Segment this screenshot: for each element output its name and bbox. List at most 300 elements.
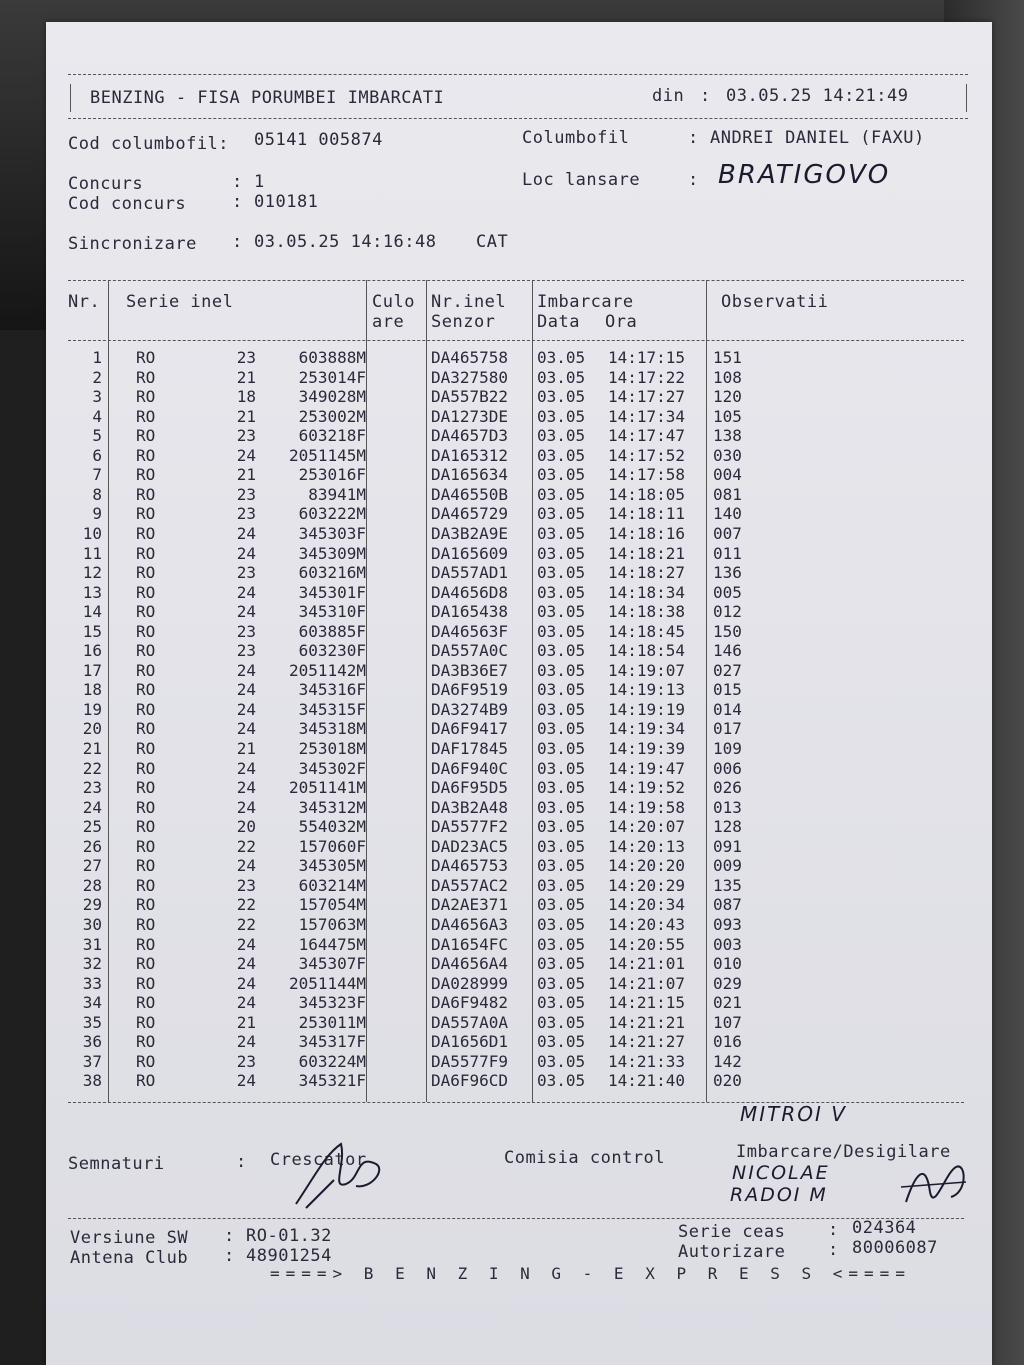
- row-sensor: DA465729: [431, 504, 509, 524]
- row-observation: 093: [713, 914, 742, 934]
- row-year: 24: [236, 680, 256, 700]
- row-number: 25: [82, 817, 102, 837]
- row-number: 8: [92, 484, 102, 504]
- row-date: 03.05: [537, 954, 586, 974]
- row-time: 14:19:34: [608, 719, 686, 739]
- row-time: 14:19:47: [608, 758, 686, 778]
- table-row: [46, 602, 992, 622]
- sincronizare-zone: CAT: [476, 232, 509, 252]
- table-row: [46, 876, 992, 896]
- row-date: 03.05: [537, 973, 586, 993]
- cod-concurs-colon: :: [232, 192, 243, 212]
- row-ring-series: 603222M: [298, 504, 366, 524]
- row-year: 24: [236, 934, 256, 954]
- row-sensor: DA4657D3: [431, 426, 509, 446]
- semnaturi-label: Semnaturi: [68, 1154, 165, 1174]
- row-sensor: DA557A0A: [431, 1012, 509, 1032]
- row-observation: 150: [713, 621, 742, 641]
- row-date: 03.05: [537, 484, 586, 504]
- row-date: 03.05: [537, 504, 586, 524]
- row-number: 33: [82, 973, 102, 993]
- row-observation: 014: [713, 699, 742, 719]
- row-country: RO: [136, 406, 156, 426]
- row-number: 36: [82, 1032, 102, 1052]
- table-row: [46, 895, 992, 915]
- row-ring-series: 157054M: [298, 895, 366, 915]
- row-number: 23: [82, 778, 102, 798]
- row-sensor: DA6F9519: [431, 680, 509, 700]
- row-observation: 010: [713, 954, 742, 974]
- row-ring-series: 345309M: [298, 543, 366, 563]
- row-country: RO: [136, 993, 156, 1013]
- row-sensor: DA1273DE: [431, 406, 509, 426]
- row-ring-series: 603214M: [298, 875, 366, 895]
- table-row: [46, 915, 992, 935]
- row-observation: 120: [713, 387, 742, 407]
- row-sensor: DA165634: [431, 465, 509, 485]
- row-year: 21: [236, 1012, 256, 1032]
- row-date: 03.05: [537, 1012, 586, 1032]
- row-number: 22: [82, 758, 102, 778]
- row-year: 24: [236, 993, 256, 1013]
- table-row: [46, 817, 992, 837]
- serie-ceas-label: Serie ceas: [678, 1222, 786, 1242]
- cod-columbofil-value: 05141 005874: [254, 130, 383, 150]
- row-country: RO: [136, 484, 156, 504]
- row-time: 14:20:20: [608, 856, 686, 876]
- table-row: [46, 661, 992, 681]
- table-row: [46, 798, 992, 818]
- row-country: RO: [136, 817, 156, 837]
- row-country: RO: [136, 719, 156, 739]
- row-observation: 151: [713, 348, 742, 367]
- row-time: 14:19:13: [608, 680, 686, 700]
- sincronizare-value: 03.05.25 14:16:48: [254, 232, 437, 252]
- row-sensor: DA6F9482: [431, 993, 509, 1013]
- row-time: 14:17:27: [608, 387, 686, 407]
- row-sensor: DA1656D1: [431, 1032, 509, 1052]
- row-date: 03.05: [537, 817, 586, 837]
- row-country: RO: [136, 523, 156, 543]
- cod-concurs-label: Cod concurs: [68, 194, 187, 214]
- row-sensor: DAF17845: [431, 739, 509, 758]
- row-number: 38: [82, 1071, 102, 1091]
- table-row: [46, 485, 992, 505]
- row-time: 14:20:13: [608, 836, 686, 856]
- row-number: 10: [82, 523, 102, 543]
- row-country: RO: [136, 602, 156, 622]
- row-ring-series: 345302F: [298, 758, 366, 778]
- row-date: 03.05: [537, 348, 586, 367]
- row-number: 11: [82, 543, 102, 563]
- row-date: 03.05: [537, 856, 586, 876]
- row-sensor: DA3274B9: [431, 699, 509, 719]
- row-date: 03.05: [537, 563, 586, 583]
- row-sensor: DA165609: [431, 543, 509, 563]
- row-date: 03.05: [537, 543, 586, 563]
- concurs-colon: :: [232, 172, 243, 192]
- row-date: 03.05: [537, 465, 586, 485]
- row-ring-series: 345323F: [298, 993, 366, 1013]
- row-year: 24: [236, 954, 256, 974]
- row-date: 03.05: [537, 445, 586, 465]
- row-ring-series: 345310F: [298, 602, 366, 622]
- row-ring-series: 603888M: [298, 348, 366, 367]
- date-label: din: [652, 86, 685, 106]
- row-country: RO: [136, 739, 156, 758]
- row-number: 5: [92, 426, 102, 446]
- row-number: 4: [92, 406, 102, 426]
- row-observation: 017: [713, 719, 742, 739]
- row-sensor: DA5577F2: [431, 817, 509, 837]
- row-ring-series: 345315F: [298, 699, 366, 719]
- sincronizare-label: Sincronizare: [68, 234, 197, 254]
- row-country: RO: [136, 445, 156, 465]
- row-number: 14: [82, 602, 102, 622]
- row-number: 26: [82, 836, 102, 856]
- imbarcare-desigilare-label: Imbarcare/Desigilare: [736, 1142, 951, 1162]
- row-ring-series: 2051142M: [288, 660, 366, 680]
- row-sensor: DA3B2A9E: [431, 523, 509, 543]
- row-number: 7: [92, 465, 102, 485]
- row-date: 03.05: [537, 367, 586, 387]
- table-row: [46, 719, 992, 739]
- col-header-culoare-1: Culo: [372, 292, 415, 312]
- table-row: [46, 426, 992, 446]
- col-header-data: Data: [537, 312, 580, 332]
- table-row: [46, 856, 992, 876]
- row-date: 03.05: [537, 660, 586, 680]
- row-ring-series: 253011M: [298, 1012, 366, 1032]
- row-date: 03.05: [537, 1071, 586, 1091]
- table-row: [46, 563, 992, 583]
- row-year: 24: [236, 699, 256, 719]
- row-date: 03.05: [537, 934, 586, 954]
- row-year: 24: [236, 660, 256, 680]
- row-year: 21: [236, 367, 256, 387]
- row-ring-series: 603216M: [298, 563, 366, 583]
- row-time: 14:21:33: [608, 1051, 686, 1071]
- row-country: RO: [136, 895, 156, 915]
- row-number: 3: [92, 387, 102, 407]
- table-row: [46, 974, 992, 994]
- cod-columbofil-label: Cod columbofil:: [68, 134, 230, 154]
- row-time: 14:21:01: [608, 954, 686, 974]
- table-top-rule: [68, 280, 964, 281]
- col-header-serie-inel: Serie inel: [126, 292, 234, 312]
- autorizare-label: Autorizare: [678, 1242, 786, 1262]
- row-ring-series: 349028M: [298, 387, 366, 407]
- antena-value: 48901254: [246, 1246, 332, 1266]
- col-header-imbarcare: Imbarcare: [537, 292, 634, 312]
- row-year: 24: [236, 856, 256, 876]
- row-ring-series: 253002M: [298, 406, 366, 426]
- row-time: 14:18:54: [608, 641, 686, 661]
- row-time: 14:17:22: [608, 367, 686, 387]
- row-ring-series: 345312M: [298, 797, 366, 817]
- row-country: RO: [136, 465, 156, 485]
- row-time: 14:20:55: [608, 934, 686, 954]
- benzing-express-banner: ====> B E N Z I N G - E X P R E S S <====: [270, 1264, 911, 1283]
- row-sensor: DA46550B: [431, 484, 509, 504]
- row-date: 03.05: [537, 914, 586, 934]
- row-sensor: DA4656A3: [431, 914, 509, 934]
- row-date: 03.05: [537, 387, 586, 407]
- header-right-border: [966, 84, 967, 112]
- row-time: 14:20:29: [608, 875, 686, 895]
- row-country: RO: [136, 1051, 156, 1071]
- row-year: 24: [236, 719, 256, 739]
- row-ring-series: 603885F: [298, 621, 366, 641]
- row-time: 14:18:45: [608, 621, 686, 641]
- row-time: 14:21:21: [608, 1012, 686, 1032]
- row-country: RO: [136, 543, 156, 563]
- row-sensor: DA1654FC: [431, 934, 509, 954]
- row-time: 14:17:47: [608, 426, 686, 446]
- row-year: 22: [236, 895, 256, 915]
- row-date: 03.05: [537, 426, 586, 446]
- table-row: [46, 1032, 992, 1052]
- row-ring-series: 253018M: [298, 739, 366, 758]
- row-country: RO: [136, 758, 156, 778]
- row-year: 24: [236, 543, 256, 563]
- row-date: 03.05: [537, 602, 586, 622]
- row-sensor: DA557B22: [431, 387, 509, 407]
- row-time: 14:17:58: [608, 465, 686, 485]
- table-row: [46, 935, 992, 955]
- row-time: 14:19:52: [608, 778, 686, 798]
- row-date: 03.05: [537, 1051, 586, 1071]
- row-year: 20: [236, 817, 256, 837]
- row-number: 27: [82, 856, 102, 876]
- serie-ceas-value: 024364: [852, 1218, 917, 1238]
- row-ring-series: 2051145M: [288, 445, 366, 465]
- table-row: [46, 641, 992, 661]
- table-row: [46, 759, 992, 779]
- col-header-ora: Ora: [605, 312, 638, 332]
- header-left-border: [70, 84, 71, 112]
- row-sensor: DA6F940C: [431, 758, 509, 778]
- row-year: 21: [236, 406, 256, 426]
- row-sensor: DA557AD1: [431, 563, 509, 583]
- autorizare-value: 80006087: [852, 1238, 938, 1258]
- row-number: 13: [82, 582, 102, 602]
- document-title: BENZING - FISA PORUMBEI IMBARCATI: [90, 88, 445, 108]
- row-country: RO: [136, 914, 156, 934]
- loc-lansare-handwritten-value: BRATIGOVO: [718, 160, 891, 190]
- row-sensor: DA3B36E7: [431, 660, 509, 680]
- row-ring-series: 603218F: [298, 426, 366, 446]
- row-ring-series: 345307F: [298, 954, 366, 974]
- table-row: [46, 368, 992, 388]
- row-time: 14:21:15: [608, 993, 686, 1013]
- table-row: [46, 348, 992, 368]
- row-country: RO: [136, 680, 156, 700]
- row-observation: 003: [713, 934, 742, 954]
- row-sensor: DA465753: [431, 856, 509, 876]
- row-observation: 107: [713, 1012, 742, 1032]
- row-ring-series: 253016F: [298, 465, 366, 485]
- handwritten-name-radoi: RADOI M: [730, 1184, 828, 1206]
- comisia-control-label: Comisia control: [504, 1148, 666, 1168]
- row-time: 14:18:27: [608, 563, 686, 583]
- cod-concurs-value: 010181: [254, 192, 319, 212]
- row-time: 14:19:07: [608, 660, 686, 680]
- row-year: 23: [236, 621, 256, 641]
- row-time: 14:18:16: [608, 523, 686, 543]
- row-ring-series: 345321F: [298, 1071, 366, 1091]
- row-time: 14:21:40: [608, 1071, 686, 1091]
- row-country: RO: [136, 660, 156, 680]
- table-row: [46, 387, 992, 407]
- row-number: 21: [82, 739, 102, 758]
- row-ring-series: 345305M: [298, 856, 366, 876]
- row-ring-series: 157060F: [298, 836, 366, 856]
- row-number: 17: [82, 660, 102, 680]
- row-sensor: DA165312: [431, 445, 509, 465]
- row-ring-series: 554032M: [298, 817, 366, 837]
- row-country: RO: [136, 778, 156, 798]
- row-country: RO: [136, 1012, 156, 1032]
- row-number: 6: [92, 445, 102, 465]
- row-year: 21: [236, 465, 256, 485]
- concurs-value: 1: [254, 172, 265, 192]
- row-year: 18: [236, 387, 256, 407]
- row-observation: 140: [713, 504, 742, 524]
- row-sensor: DA3B2A48: [431, 797, 509, 817]
- row-country: RO: [136, 641, 156, 661]
- row-observation: 013: [713, 797, 742, 817]
- row-ring-series: 345303F: [298, 523, 366, 543]
- row-date: 03.05: [537, 895, 586, 915]
- row-date: 03.05: [537, 680, 586, 700]
- row-country: RO: [136, 856, 156, 876]
- row-country: RO: [136, 367, 156, 387]
- row-observation: 004: [713, 465, 742, 485]
- row-time: 14:18:05: [608, 484, 686, 504]
- row-observation: 027: [713, 660, 742, 680]
- row-sensor: DA557AC2: [431, 875, 509, 895]
- row-year: 24: [236, 973, 256, 993]
- row-observation: 108: [713, 367, 742, 387]
- semnaturi-colon: :: [236, 1152, 247, 1172]
- row-year: 23: [236, 875, 256, 895]
- row-date: 03.05: [537, 739, 586, 758]
- row-time: 14:19:39: [608, 739, 686, 758]
- row-sensor: DA6F95D5: [431, 778, 509, 798]
- row-date: 03.05: [537, 797, 586, 817]
- date-value: 03.05.25 14:21:49: [726, 86, 909, 106]
- row-time: 14:19:19: [608, 699, 686, 719]
- row-number: 28: [82, 875, 102, 895]
- table-row: [46, 1013, 992, 1033]
- table-row: [46, 446, 992, 466]
- row-number: 24: [82, 797, 102, 817]
- row-observation: 081: [713, 484, 742, 504]
- row-country: RO: [136, 699, 156, 719]
- sincronizare-colon: :: [232, 232, 243, 252]
- row-observation: 030: [713, 445, 742, 465]
- crescator-label: Crescator: [270, 1150, 367, 1170]
- row-observation: 012: [713, 602, 742, 622]
- table-row: [46, 954, 992, 974]
- row-observation: 009: [713, 856, 742, 876]
- versiune-value: RO-01.32: [246, 1226, 332, 1246]
- table-row: [46, 680, 992, 700]
- row-number: 2: [92, 367, 102, 387]
- row-sensor: DA327580: [431, 367, 509, 387]
- handwritten-name-nicolae: NICOLAE: [732, 1162, 830, 1184]
- row-year: 24: [236, 778, 256, 798]
- row-year: 24: [236, 582, 256, 602]
- row-country: RO: [136, 797, 156, 817]
- row-sensor: DA465758: [431, 348, 509, 367]
- row-observation: 109: [713, 739, 742, 758]
- col-header-nr-inel-2: Senzor: [431, 312, 496, 332]
- versiune-colon: :: [224, 1226, 235, 1246]
- row-ring-series: 253014F: [298, 367, 366, 387]
- row-time: 14:19:58: [608, 797, 686, 817]
- row-number: 34: [82, 993, 102, 1013]
- row-observation: 091: [713, 836, 742, 856]
- row-year: 23: [236, 426, 256, 446]
- row-sensor: DA557A0C: [431, 641, 509, 661]
- row-time: 14:18:11: [608, 504, 686, 524]
- row-number: 16: [82, 641, 102, 661]
- row-sensor: DAD23AC5: [431, 836, 509, 856]
- col-header-culoare-2: are: [372, 312, 405, 332]
- row-year: 24: [236, 445, 256, 465]
- row-country: RO: [136, 504, 156, 524]
- row-observation: 138: [713, 426, 742, 446]
- row-year: 23: [236, 504, 256, 524]
- table-row: [46, 837, 992, 857]
- row-number: 12: [82, 563, 102, 583]
- row-year: 24: [236, 602, 256, 622]
- row-observation: 029: [713, 973, 742, 993]
- row-number: 20: [82, 719, 102, 739]
- row-ring-series: 345301F: [298, 582, 366, 602]
- table-row: [46, 739, 992, 759]
- row-observation: 142: [713, 1051, 742, 1071]
- table-header-rule: [68, 340, 964, 341]
- row-date: 03.05: [537, 993, 586, 1013]
- row-time: 14:18:38: [608, 602, 686, 622]
- row-time: 14:21:27: [608, 1032, 686, 1052]
- columbofil-label: Columbofil: [522, 128, 630, 148]
- row-ring-series: 157063M: [298, 914, 366, 934]
- row-year: 22: [236, 914, 256, 934]
- row-observation: 007: [713, 523, 742, 543]
- printed-sheet: [46, 22, 992, 1365]
- row-ring-series: 345317F: [298, 1032, 366, 1052]
- row-ring-series: 2051144M: [288, 973, 366, 993]
- row-observation: 011: [713, 543, 742, 563]
- row-number: 29: [82, 895, 102, 915]
- row-country: RO: [136, 621, 156, 641]
- row-number: 9: [92, 504, 102, 524]
- table-row: [46, 544, 992, 564]
- loc-lansare-label: Loc lansare: [522, 170, 641, 190]
- row-country: RO: [136, 348, 156, 367]
- crescator-signature: [286, 1134, 396, 1214]
- row-sensor: DA165438: [431, 602, 509, 622]
- row-sensor: DA5577F9: [431, 1051, 509, 1071]
- handwritten-name-mitroi: MITROI V: [740, 1102, 847, 1126]
- row-date: 03.05: [537, 699, 586, 719]
- header-bottom-rule: [68, 118, 968, 119]
- row-observation: 020: [713, 1071, 742, 1091]
